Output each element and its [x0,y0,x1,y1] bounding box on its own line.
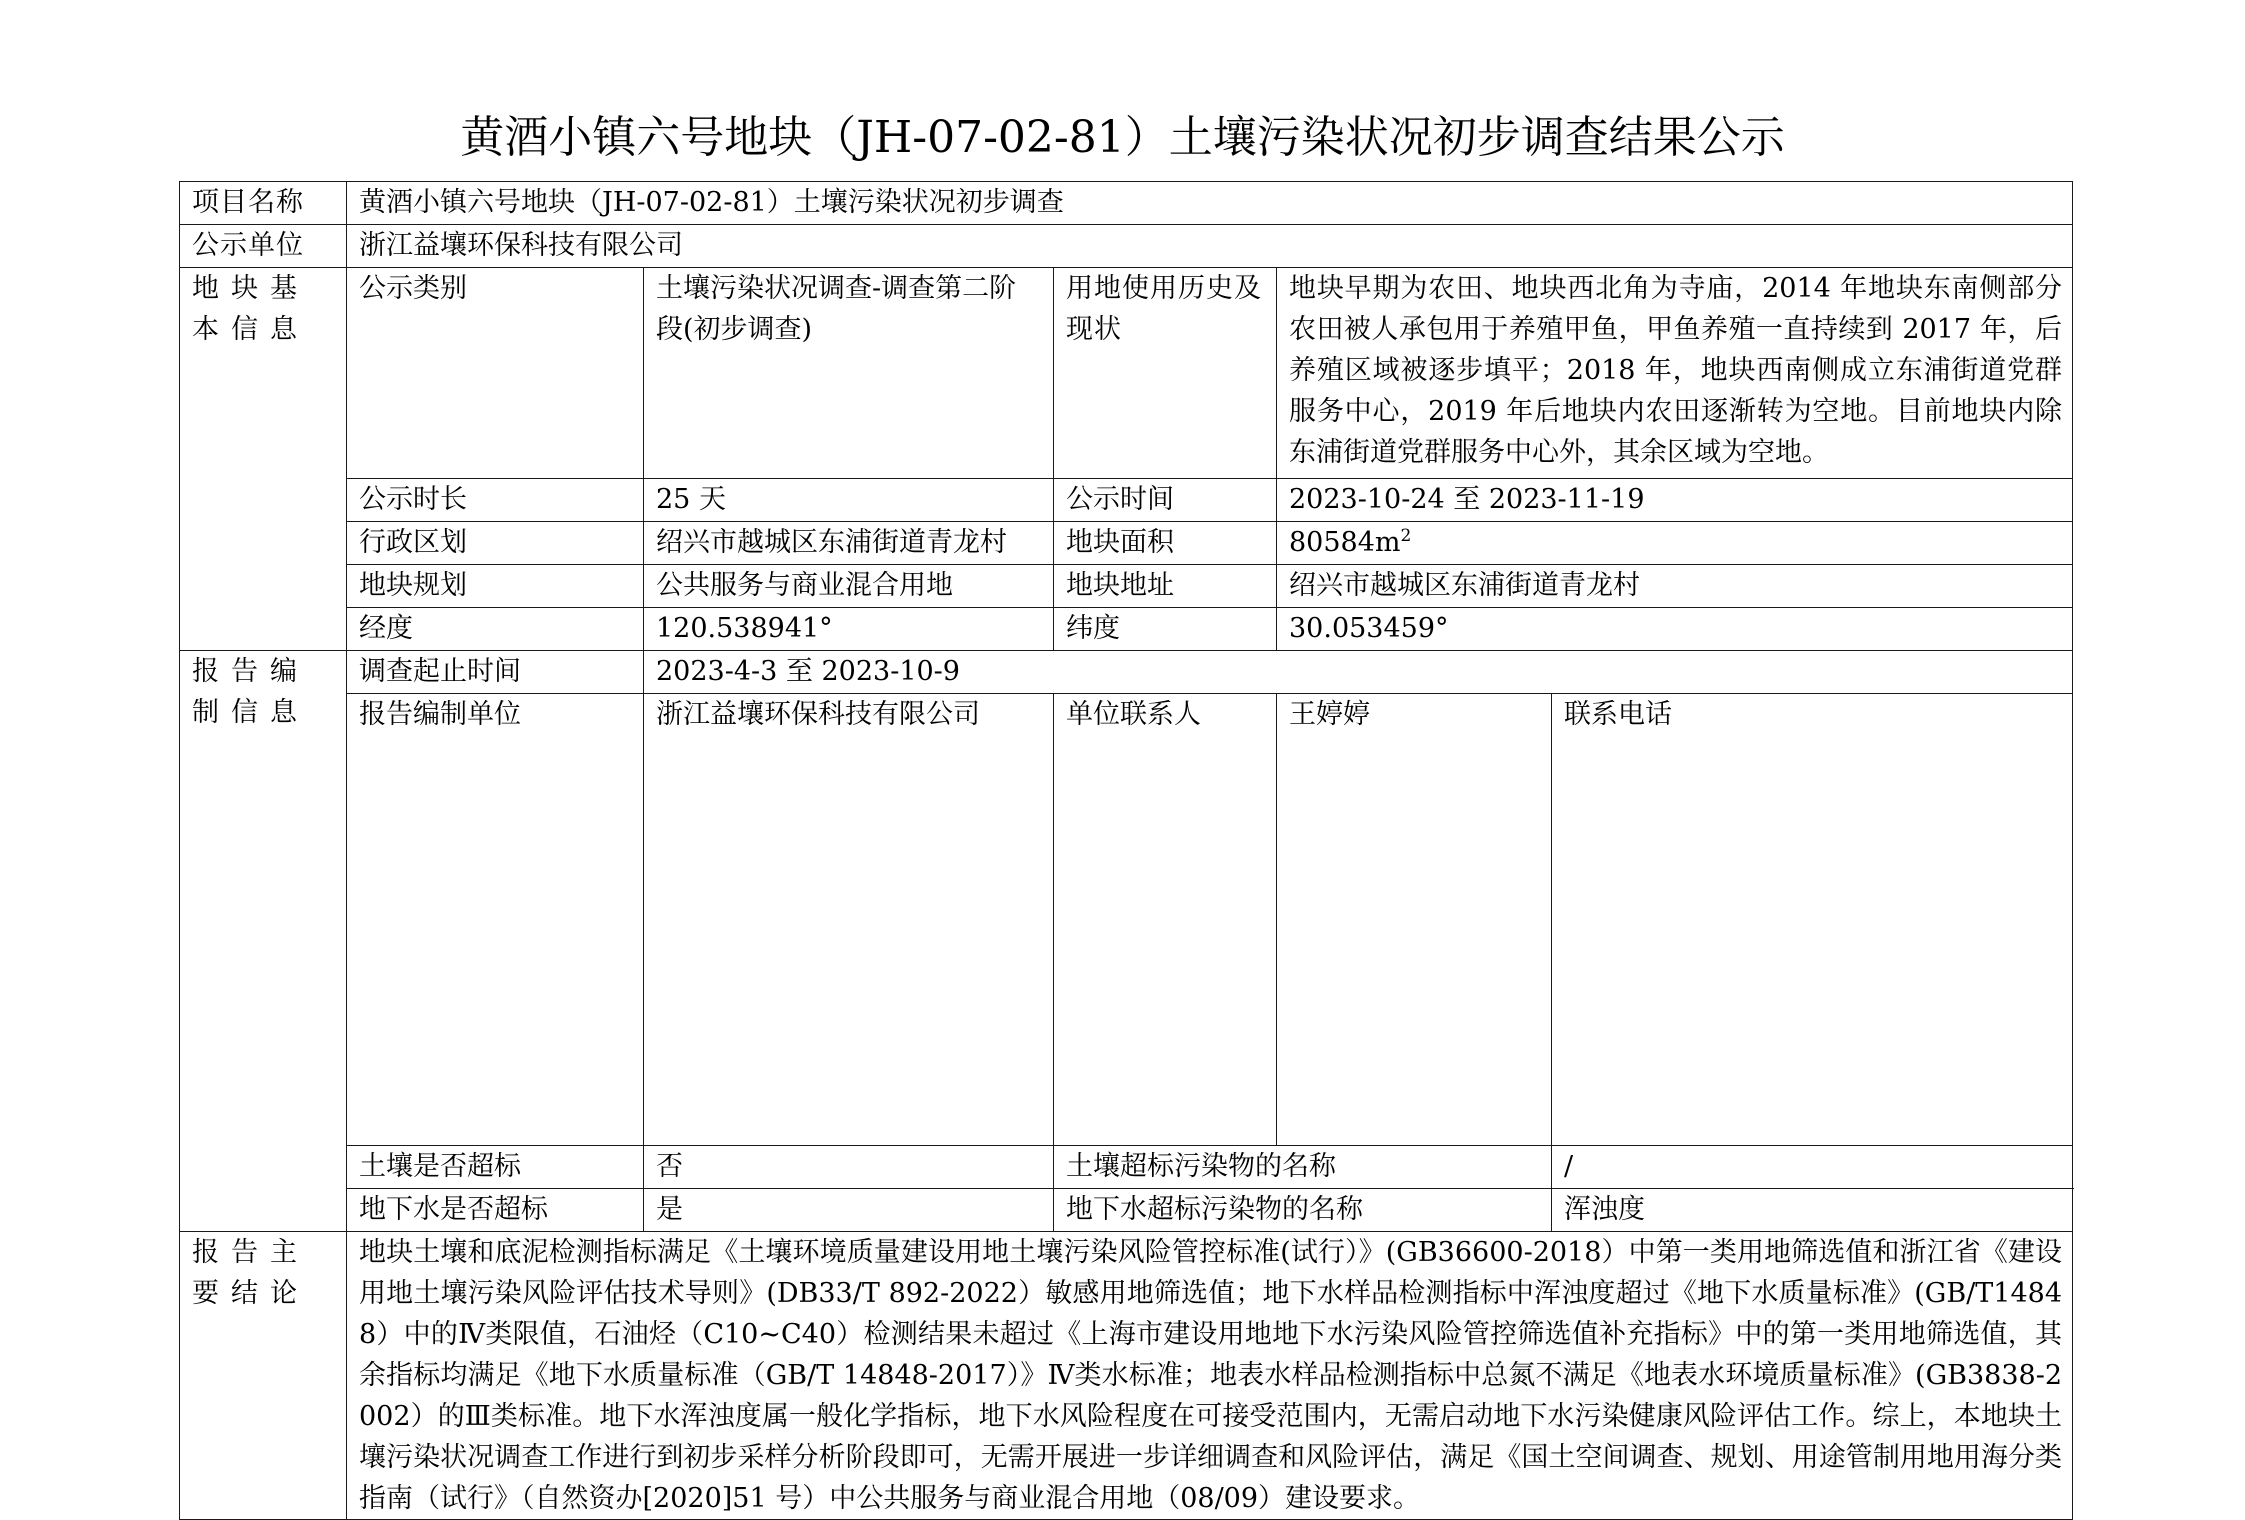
longitude-label: 经度 [347,608,644,651]
groundwater-pollutant-label: 地下水超标污染物的名称 [1054,1189,1552,1232]
publicity-time-label: 公示时间 [1054,479,1277,522]
conclusion-label: 报告主要结论 [180,1232,347,1520]
contact-person-value: 王婷婷 [1277,694,1552,1146]
table-row-duration [180,479,2073,522]
table-row-conclusion [180,1232,2073,1520]
groundwater-exceed-label: 地下水是否超标 [347,1189,644,1232]
report-info-label: 报告编制信息 [180,651,347,1232]
publisher-value: 浙江益壤环保科技有限公司 [347,225,2073,268]
district-value: 绍兴市越城区东浦街道青龙村 [644,522,1054,565]
survey-period-label: 调查起止时间 [347,651,644,694]
category-label: 公示类别 [347,268,644,479]
project-name-value: 黄酒小镇六号地块（JH-07-02-81）土壤污染状况初步调查 [347,182,2073,225]
conclusion-value: 地块土壤和底泥检测指标满足《土壤环境质量建设用地土壤污染风险管控标准(试行）》(GB36600-2018）中第一类用地筛选值和浙江省《建设用地土壤污染风险评估技术导则》(DB33/T 892-2022）敏感用地筛选值；地下水样品检测指标中浑浊度超过《地下水质量标准》(GB/T14848）中的Ⅳ类限值，石油烃（C10~C40）检测结果未超过《上海市建设用地地下水污染风险管控筛选值补充指标》中的第一类用地筛选值，其余指标均满足《地下水质量标准（GB/T 14848-2017）》Ⅳ类水标准；地表水样品检测指标中总氮不满足《地表水环境质量标准》(GB3838-2002）的Ⅲ类标准。地下水浑浊度属一般化学指标，地下水风险程度在可接受范围内，无需启动地下水污染健康风险评估工作。综上，本地块土壤污染状况调查工作进行到初步采样分析阶段即可，无需开展进一步详细调查和风险评估，满足《国土空间调查、规划、用途管制用地用海分类指南（试行》（自然资办[2020]51 号）中公共服务与商业混合用地（08/09）建设要求。 [347,1232,2073,1520]
basic-info-label: 地块基本信息 [180,268,347,651]
survey-result-table [179,181,2073,1520]
survey-period-value: 2023-4-3 至 2023-10-9 [644,651,2073,694]
table-row-planning [180,565,2073,608]
planning-label: 地块规划 [347,565,644,608]
soil-pollutant-value: / [1552,1146,2073,1189]
table-row-survey-period [180,651,2073,694]
table-row-groundwater-exceed [180,1189,2073,1232]
area-label: 地块面积 [1054,522,1277,565]
table-row-project-name [180,182,2073,225]
area-value [1277,522,2073,565]
soil-exceed-value: 否 [644,1146,1054,1189]
table-row-report-unit [180,694,2073,1146]
planning-value: 公共服务与商业混合用地 [644,565,1054,608]
report-unit-value: 浙江益壤环保科技有限公司 [644,694,1054,1146]
report-unit-label: 报告编制单位 [347,694,644,1146]
soil-pollutant-label: 土壤超标污染物的名称 [1054,1146,1552,1189]
longitude-value: 120.538941° [644,608,1054,651]
district-label: 行政区划 [347,522,644,565]
groundwater-exceed-value: 是 [644,1189,1054,1232]
soil-exceed-label: 土壤是否超标 [347,1146,644,1189]
project-name-label: 项目名称 [180,182,347,225]
category-value: 土壤污染状况调查-调查第二阶段(初步调查) [644,268,1054,479]
latitude-value: 30.053459° [1277,608,2073,651]
table-row-publisher [180,225,2073,268]
table-row-category [180,268,2073,479]
address-value: 绍兴市越城区东浦街道青龙村 [1277,565,2073,608]
land-use-history-label: 用地使用历史及现状 [1054,268,1277,479]
table-row-soil-exceed [180,1146,2073,1189]
duration-value: 25 天 [644,479,1054,522]
area-number: 80584m [1289,527,1401,558]
publicity-time-value: 2023-10-24 至 2023-11-19 [1277,479,2073,522]
area-unit-superscript: 2 [1400,526,1412,546]
page-title: 黄酒小镇六号地块（JH-07-02-81）土壤污染状况初步调查结果公示 [460,112,1785,163]
publisher-label: 公示单位 [180,225,347,268]
table-row-district [180,522,2073,565]
phone-label: 联系电话 [1552,694,2073,1146]
groundwater-pollutant-value: 浑浊度 [1552,1189,2073,1232]
table-row-coordinates [180,608,2073,651]
duration-label: 公示时长 [347,479,644,522]
latitude-label: 纬度 [1054,608,1277,651]
contact-person-label: 单位联系人 [1054,694,1277,1146]
address-label: 地块地址 [1054,565,1277,608]
land-use-history-value: 地块早期为农田、地块西北角为寺庙，2014 年地块东南侧部分农田被人承包用于养殖甲鱼，甲鱼养殖一直持续到 2017 年，后养殖区域被逐步填平；2018 年，地块西南侧成立东浦街道党群服务中心，2019 年后地块内农田逐渐转为空地。目前地块内除东浦街道党群服务中心外，其余区域为空地。 [1277,268,2073,479]
